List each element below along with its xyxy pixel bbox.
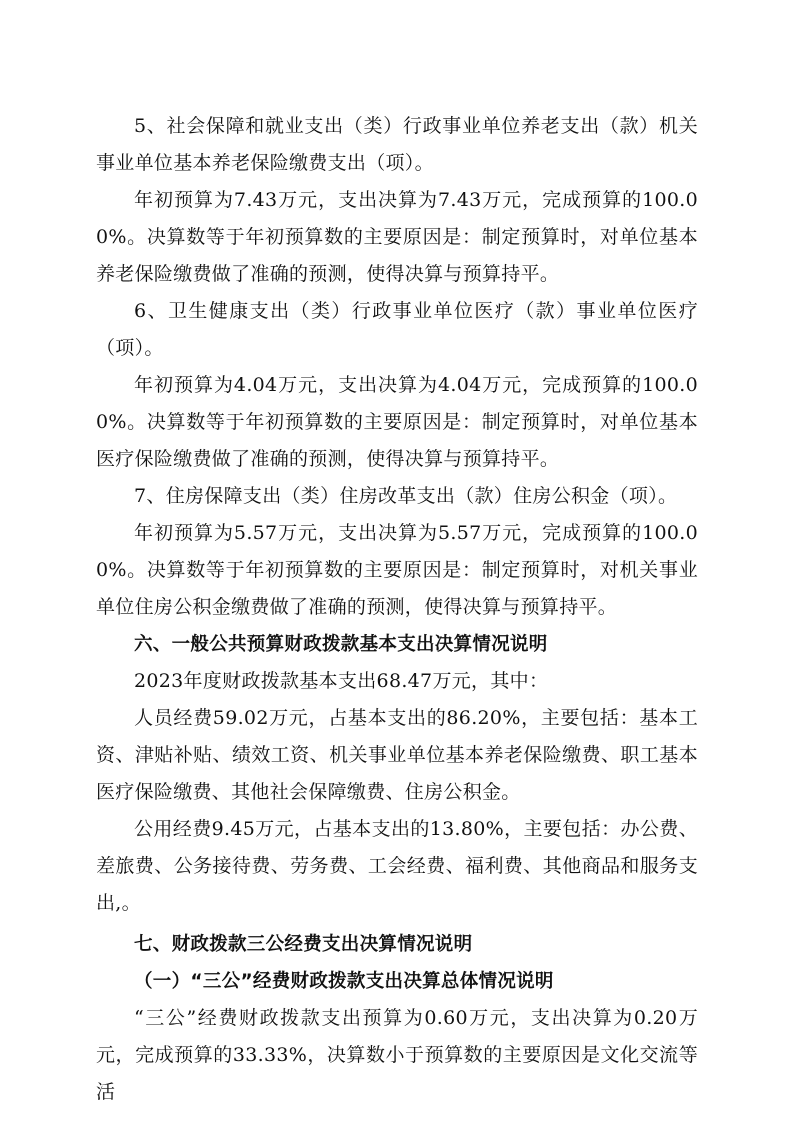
paragraph-item-6-title: 6、卫生健康支出（类）行政事业单位医疗（款）事业单位医疗（项）。 bbox=[96, 300, 698, 359]
section-heading-7: 七、财政拨款三公经费支出决算情况说明 bbox=[134, 934, 473, 955]
subsection-heading-7-1: （一）“三公”经费财政拨款支出决算总体情况说明 bbox=[134, 971, 554, 992]
paragraph-item-5-title: 5、社会保障和就业支出（类）行政事业单位养老支出（款）机关事业单位基本养老保险缴费支出（项）。 bbox=[96, 115, 698, 174]
paragraph-three-public-overall: “三公”经费财政拨款支出预算为0.60万元，支出决算为0.20万元，完成预算的33.33%，决算数小于预算数的主要原因是文化交流等活 bbox=[96, 1007, 698, 1103]
paragraph-item-6-detail: 年初预算为4.04万元，支出决算为4.04万元，完成预算的100.00%。决算数等于年初预算数的主要原因是：制定预算时，对单位基本医疗保险缴费做了准确的预测，使得决算与预算持平。 bbox=[96, 374, 698, 470]
paragraph-personnel-expenses: 人员经费59.02万元，占基本支出的86.20%，主要包括：基本工资、津贴补贴、绩效工资、机关事业单位基本养老保险缴费、职工基本医疗保险缴费、其他社会保障缴费、住房公积金。 bbox=[96, 707, 698, 803]
paragraph-basic-expenditure: 2023年度财政拨款基本支出68.47万元，其中： bbox=[134, 670, 549, 692]
paragraph-item-7-detail: 年初预算为5.57万元，支出决算为5.57万元，完成预算的100.00%。决算数等于年初预算数的主要原因是：制定预算时，对机关事业单位住房公积金缴费做了准确的预测，使得决算与预算持平。 bbox=[96, 522, 698, 618]
paragraph-item-7-title: 7、住房保障支出（类）住房改革支出（款）住房公积金（项）。 bbox=[134, 485, 678, 507]
paragraph-public-expenses: 公用经费9.45万元，占基本支出的13.80%，主要包括：办公费、差旅费、公务接待费、劳务费、工会经费、福利费、其他商品和服务支出,。 bbox=[96, 818, 698, 914]
paragraph-item-5-detail: 年初预算为7.43万元，支出决算为7.43万元，完成预算的100.00%。决算数等于年初预算数的主要原因是：制定预算时，对单位基本养老保险缴费做了准确的预测，使得决算与预算持平。 bbox=[96, 189, 698, 285]
section-heading-6: 六、一般公共预算财政拨款基本支出决算情况说明 bbox=[134, 634, 548, 655]
